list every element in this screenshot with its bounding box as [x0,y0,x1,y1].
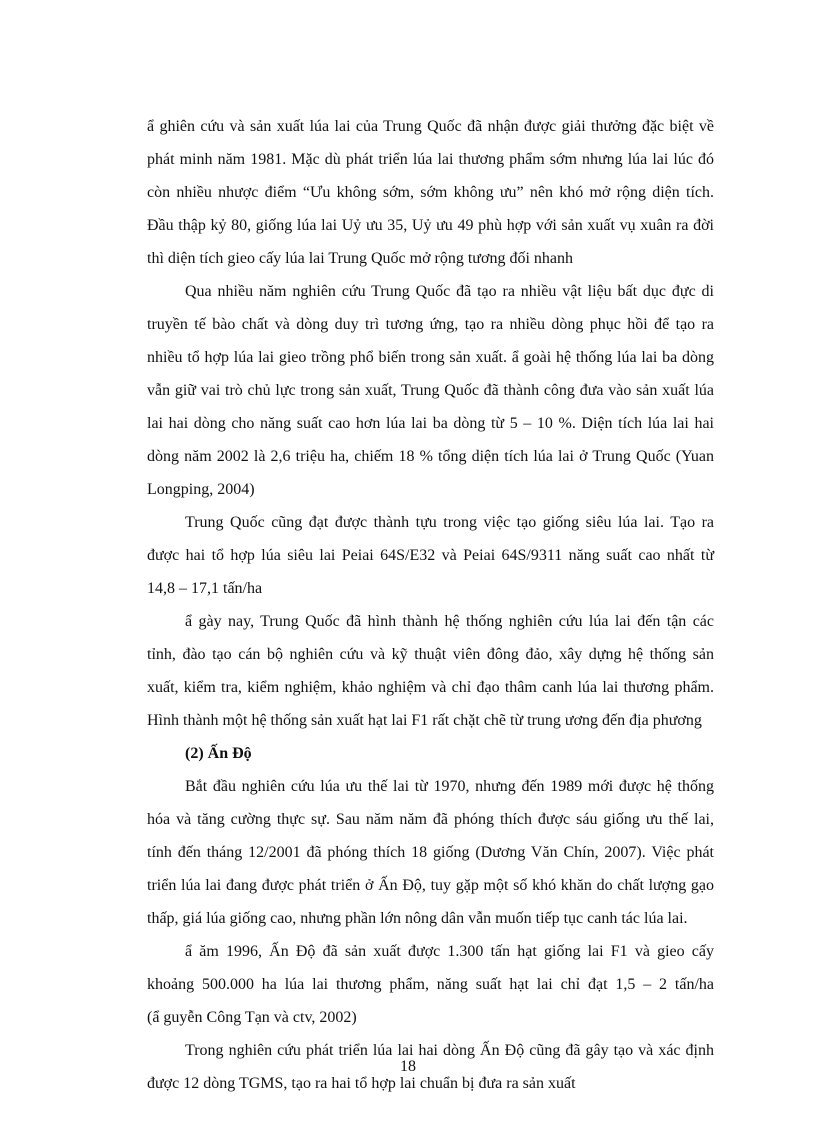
body-text-line: Bắt đầu nghiên cứu lúa ưu thế lai từ 1970, nhưng đến 1989 mới được hệ thống [185,778,714,795]
body-text-line: khoảng 500.000 ha lúa lai thương phẩm, năng suất hạt lai chỉ đạt 1,5 – 2 tấn/ha [147,976,714,993]
body-text-line: Hình thành một hệ thống sản xuất hạt lai F1 rất chặt chẽ từ trung ương đến địa phương [147,712,702,729]
body-text-line: ẩ ăm 1996, Ấn Độ đã sản xuất được 1.300 tấn hạt giống lai F1 và gieo cấy [185,943,714,960]
body-text-line: ẩ ghiên cứu và sản xuất lúa lai của Trung Quốc đã nhận được giải thưởng đặc biệt về [147,118,714,135]
page-number: 18 [400,1058,416,1075]
body-text-line: Đầu thập kỷ 80, giống lúa lai Uỷ ưu 35, Uỷ ưu 49 phù hợp với sản xuất vụ xuân ra đời [147,217,714,234]
body-text-line: Longping, 2004) [147,481,255,498]
body-text-line: phát minh năm 1981. Mặc dù phát triển lúa lai thương phẩm sớm nhưng lúa lai lúc đó [147,151,714,168]
body-text-line: còn nhiều nhược điểm “Ưu không sớm, sớm không ưu” nên khó mở rộng diện tích. [147,184,714,201]
body-text-line: dòng năm 2002 là 2,6 triệu ha, chiếm 18 % tổng diện tích lúa lai ở Trung Quốc (Yuan [147,448,714,465]
body-text-line: 14,8 – 17,1 tấn/ha [147,580,263,597]
body-text-line: triển lúa lai đang được phát triển ở Ấn Độ, tuy gặp một số khó khăn do chất lượng gạo [147,877,714,894]
body-text-line: Trong nghiên cứu phát triển lúa lai hai dòng Ấn Độ cũng đã gây tạo và xác định [185,1042,714,1059]
body-text-line: tỉnh, đào tạo cán bộ nghiên cứu và kỹ thuật viên đông đảo, xây dựng hệ thống sản [147,646,714,663]
section-heading: (2) Ấn Độ [185,745,252,762]
body-text-line: nhiều tổ hợp lúa lai gieo trồng phổ biến trong sản xuất. ẩ goài hệ thống lúa lai ba dòng [147,349,714,366]
body-text-line: thấp, giá lúa giống cao, nhưng phần lớn nông dân vẫn muốn tiếp tục canh tác lúa lai. [147,910,688,927]
body-text-line: Trung Quốc cũng đạt được thành tựu trong việc tạo giống siêu lúa lai. Tạo ra [185,514,714,531]
body-text-line: (ẩ guyễn Công Tạn và ctv, 2002) [147,1009,357,1026]
body-text-line: thì diện tích gieo cấy lúa lai Trung Quốc mở rộng tương đối nhanh [147,250,573,267]
body-text-line: hóa và tăng cường thực sự. Sau năm năm đã phóng thích được sáu giống ưu thế lai, [147,811,714,828]
body-text-line: truyền tế bào chất và dòng duy trì tương ứng, tạo ra nhiều dòng phục hồi để tạo ra [147,316,714,333]
body-text-line: được 12 dòng TGMS, tạo ra hai tổ hợp lai chuẩn bị đưa ra sản xuất [147,1075,576,1092]
body-text-line: lai hai dòng cho năng suất cao hơn lúa lai ba dòng từ 5 – 10 %. Diện tích lúa lai hai [147,415,714,432]
body-text-line: ẩ gày nay, Trung Quốc đã hình thành hệ thống nghiên cứu lúa lai đến tận các [185,613,714,630]
body-text-line: tính đến tháng 12/2001 đã phóng thích 18 giống (Dương Văn Chín, 2007). Việc phát [147,844,714,861]
body-text-line: được hai tổ hợp lúa siêu lai Peiai 64S/E32 và Peiai 64S/9311 năng suất cao nhất từ [147,547,714,564]
body-text-line: Qua nhiều năm nghiên cứu Trung Quốc đã tạo ra nhiều vật liệu bất dục đực di [185,283,714,300]
body-text-line: vẫn giữ vai trò chủ lực trong sản xuất, Trung Quốc đã thành công đưa vào sản xuất lúa [147,382,714,399]
body-text-line: xuất, kiểm tra, kiểm nghiệm, khảo nghiệm và chỉ đạo thâm canh lúa lai thương phẩm. [147,679,714,696]
